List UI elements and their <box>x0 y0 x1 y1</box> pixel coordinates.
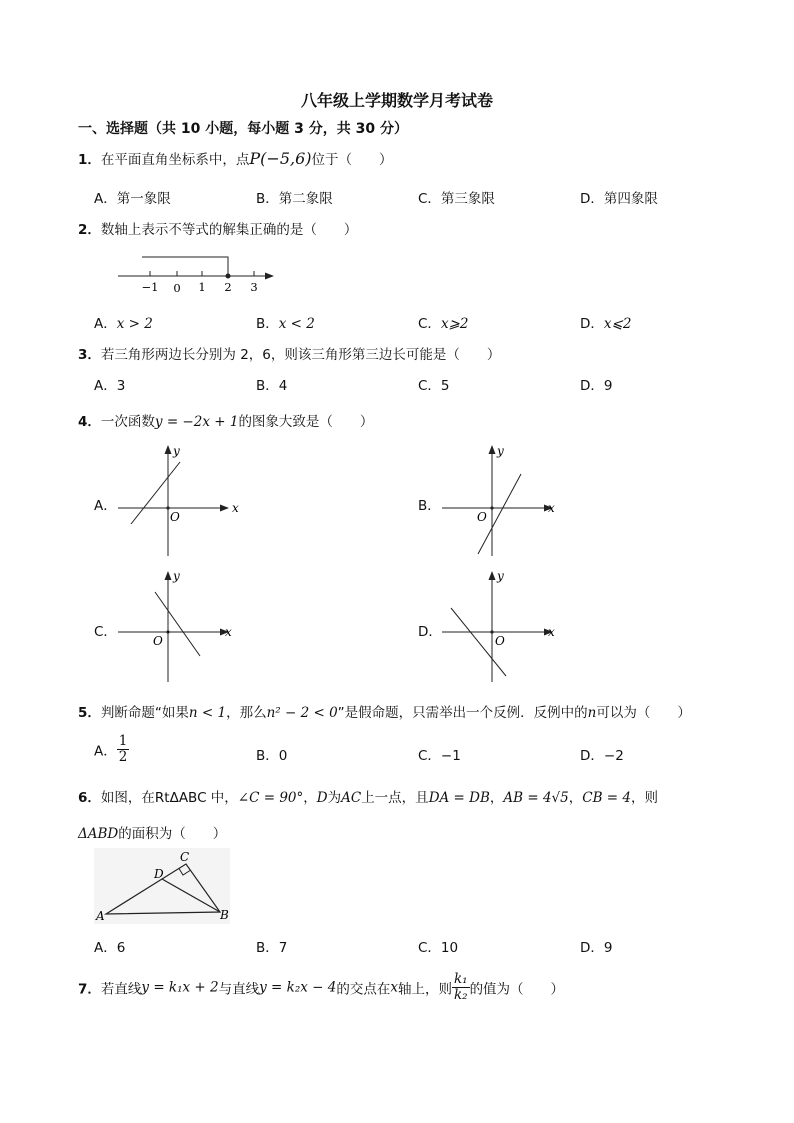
numerator: 1 <box>118 733 128 749</box>
question-text: 位于（ ） <box>311 152 393 168</box>
question-text: 在平面直角坐标系中，点 <box>100 152 250 168</box>
graph-label-c[interactable]: C． <box>94 624 117 640</box>
question-4 <box>78 410 373 430</box>
option-c[interactable]: C．−1 <box>418 748 461 764</box>
fraction <box>117 734 130 765</box>
question-1 <box>78 148 393 168</box>
math-expression: x <box>390 979 398 996</box>
question-text: ， <box>303 790 317 806</box>
graph-option-d <box>436 566 566 686</box>
question-text: 的值为（ ） <box>469 981 565 998</box>
graph-label-d[interactable]: D． <box>418 624 442 640</box>
vertex-label-c: C <box>180 850 190 864</box>
page-title: 八年级上学期数学月考试卷 <box>300 91 493 110</box>
question-7 <box>78 972 564 1003</box>
option-b[interactable]: B．第二象限 <box>256 191 333 207</box>
option-math: x > 2 <box>116 316 153 332</box>
vertex-label-b: B <box>220 908 229 922</box>
question-text: 的面积为（ ） <box>118 826 227 842</box>
question-text: 数轴上表示不等式的解集正确的是（ ） <box>100 222 358 238</box>
triangle-figure <box>94 848 234 926</box>
question-text: 判断命题“如果 <box>100 705 189 721</box>
math-expression: ∠C = 90° <box>237 790 304 806</box>
question-text: 的图象大致是（ ） <box>238 414 374 430</box>
question-text: ，则 <box>631 790 658 806</box>
option-a[interactable]: A．6 <box>94 940 126 956</box>
option-label: B． <box>256 316 279 332</box>
question-text: 上一点，且 <box>361 790 429 806</box>
axis-label-y: y <box>173 569 180 583</box>
section-heading: 一、选择题（共 10 小题，每小题 3 分，共 30 分） <box>78 121 408 137</box>
vertex-label-d: D <box>154 867 164 881</box>
math-expression: y = k₂x − 4 <box>259 979 337 996</box>
math-expression: n² − 2 < 0 <box>266 705 338 721</box>
option-c[interactable]: C．5 <box>418 378 450 394</box>
tick-label: 0 <box>173 281 181 295</box>
question-2 <box>78 218 357 238</box>
option-d[interactable]: D．9 <box>580 940 613 956</box>
math-expression: DA = DB <box>428 790 490 806</box>
math-expression: n <box>587 705 597 721</box>
question-number: 2． <box>78 222 101 238</box>
math-expression: D <box>316 790 328 806</box>
number-line-figure <box>110 252 280 296</box>
question-text: 可以为（ ） <box>596 705 691 721</box>
origin-label: O <box>477 510 487 524</box>
question-text: ， <box>489 790 504 806</box>
option-b[interactable]: B．7 <box>256 940 288 956</box>
axis-label-x: x <box>548 501 555 515</box>
question-text: 若直线 <box>100 981 142 998</box>
graph-option-c <box>112 566 242 686</box>
question-text: 如图，在RtΔABC 中， <box>100 790 238 806</box>
option-a[interactable]: A．第一象限 <box>94 191 171 207</box>
question-text: ， <box>568 790 583 806</box>
axis-label-y: y <box>497 569 504 583</box>
option-label: C． <box>418 316 441 332</box>
tick-label: 3 <box>250 280 258 294</box>
option-b[interactable]: B．0 <box>256 748 288 764</box>
question-text: 为 <box>327 790 342 806</box>
denominator: k₂ <box>453 987 468 1003</box>
option-math: x⩽2 <box>603 316 632 332</box>
math-expression: AB = 4√5 <box>503 790 569 806</box>
question-number: 4． <box>78 414 101 430</box>
fraction <box>452 972 470 1003</box>
solid-point <box>226 274 231 279</box>
origin-label: O <box>170 510 180 524</box>
graph-option-b <box>436 440 566 560</box>
question-text: ，那么 <box>226 705 267 721</box>
vertex-label-a: A <box>96 909 105 923</box>
math-expression: CB = 4 <box>582 790 631 806</box>
graph-label-a[interactable]: A． <box>94 498 117 514</box>
option-d[interactable]: D．9 <box>580 378 613 394</box>
math-expression: y = k₁x + 2 <box>141 979 219 996</box>
math-expression: P(−5,6) <box>249 149 312 168</box>
origin-label: O <box>495 634 505 648</box>
question-number: 6． <box>78 790 101 806</box>
math-expression: n < 1 <box>188 705 227 721</box>
question-5 <box>78 701 691 721</box>
question-6 <box>78 786 658 806</box>
option-math: x⩾2 <box>440 316 469 332</box>
option-b[interactable] <box>256 312 315 332</box>
tick-label: 1 <box>198 280 206 294</box>
tick-label: 2 <box>224 280 232 294</box>
option-label: D． <box>580 316 604 332</box>
option-d[interactable] <box>580 312 631 332</box>
axis-label-x: x <box>548 625 555 639</box>
option-d[interactable]: D．−2 <box>580 748 624 764</box>
graph-option-a <box>112 440 242 560</box>
option-a[interactable] <box>94 312 153 332</box>
option-a[interactable] <box>94 734 129 765</box>
option-c[interactable] <box>418 312 468 332</box>
question-text: 轴上，则 <box>397 981 452 998</box>
option-b[interactable]: B．4 <box>256 378 288 394</box>
question-text: 一次函数 <box>100 414 155 430</box>
question-6-line-2 <box>78 822 226 842</box>
option-c[interactable]: C．第三象限 <box>418 191 495 207</box>
option-d[interactable]: D．第四象限 <box>580 191 658 207</box>
question-number: 7． <box>78 981 101 998</box>
question-number: 3． <box>78 347 101 363</box>
option-c[interactable]: C．10 <box>418 940 459 956</box>
tick-label: −1 <box>141 280 159 294</box>
axis-label-x: x <box>232 501 239 515</box>
option-math: x < 2 <box>278 316 315 332</box>
option-a[interactable]: A．3 <box>94 378 126 394</box>
axis-label-x: x <box>225 625 232 639</box>
question-text: 与直线 <box>218 981 260 998</box>
origin-label: O <box>153 634 163 648</box>
question-text: 的交点在 <box>336 981 391 998</box>
question-text: ”是假命题，只需举出一个反例．反例中的 <box>337 705 588 721</box>
option-label: A． <box>94 743 117 760</box>
graph-label-b[interactable]: B． <box>418 498 441 514</box>
axis-label-y: y <box>497 444 504 458</box>
question-number: 1． <box>78 152 101 168</box>
axis-label-y: y <box>173 444 180 458</box>
numerator: k₁ <box>453 971 468 987</box>
math-expression: AC <box>341 790 362 806</box>
math-expression: y = −2x + 1 <box>154 414 239 430</box>
question-text: 若三角形两边长分别为 2，6，则该三角形第三边长可能是（ ） <box>100 347 501 363</box>
option-label: A． <box>94 316 117 332</box>
question-number: 5． <box>78 705 101 721</box>
denominator: 2 <box>118 749 128 765</box>
question-3 <box>78 343 500 363</box>
math-expression: ΔABD <box>78 826 119 842</box>
